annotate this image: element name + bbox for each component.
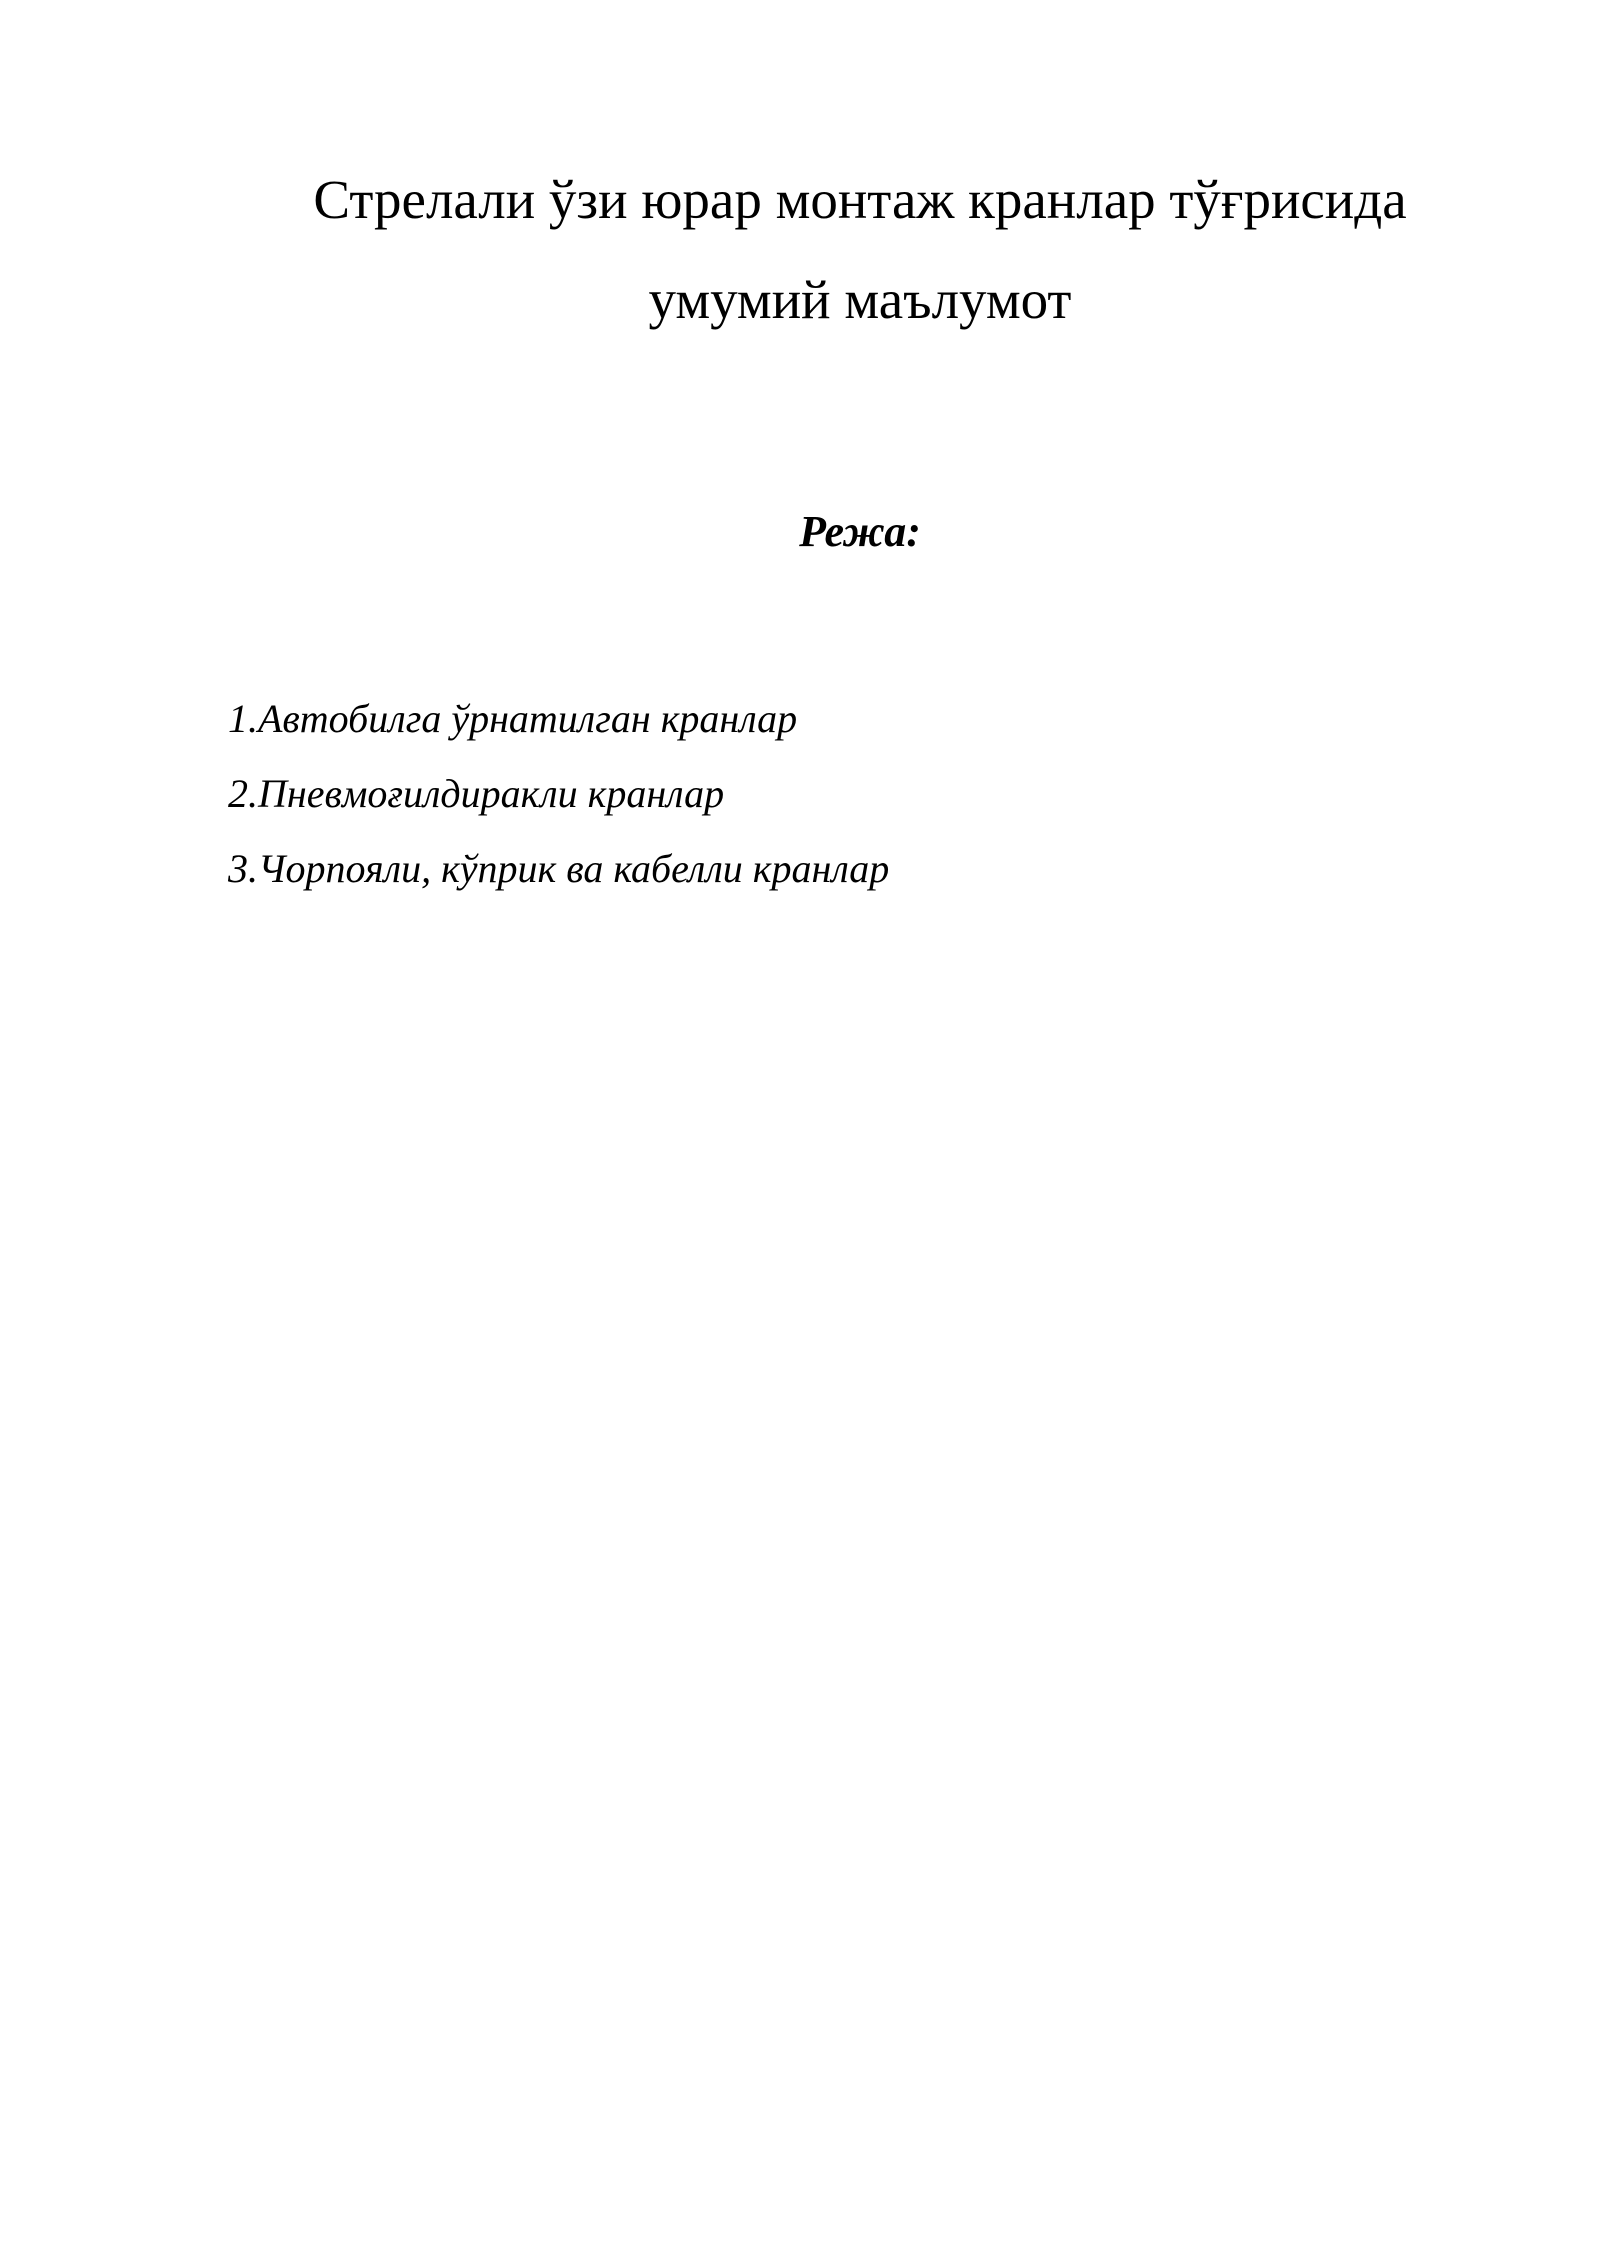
page-title: [230, 150, 1490, 350]
plan-list: [228, 694, 889, 919]
plan-heading: Режа:: [799, 507, 921, 556]
title-line-1: Стрелали ўзи юрар монтаж кранлар тўғрисида: [313, 169, 1407, 230]
plan-item-1: 1.Автобилга ўрнатилган кранлар: [228, 696, 798, 741]
plan-item-3: 3.Чорпояли, кўприк ва кабелли кранлар: [228, 846, 890, 891]
plan-item-2: 2.Пневмоғилдиракли кранлар: [228, 771, 725, 816]
title-line-2: умумий маълумот: [648, 269, 1072, 330]
